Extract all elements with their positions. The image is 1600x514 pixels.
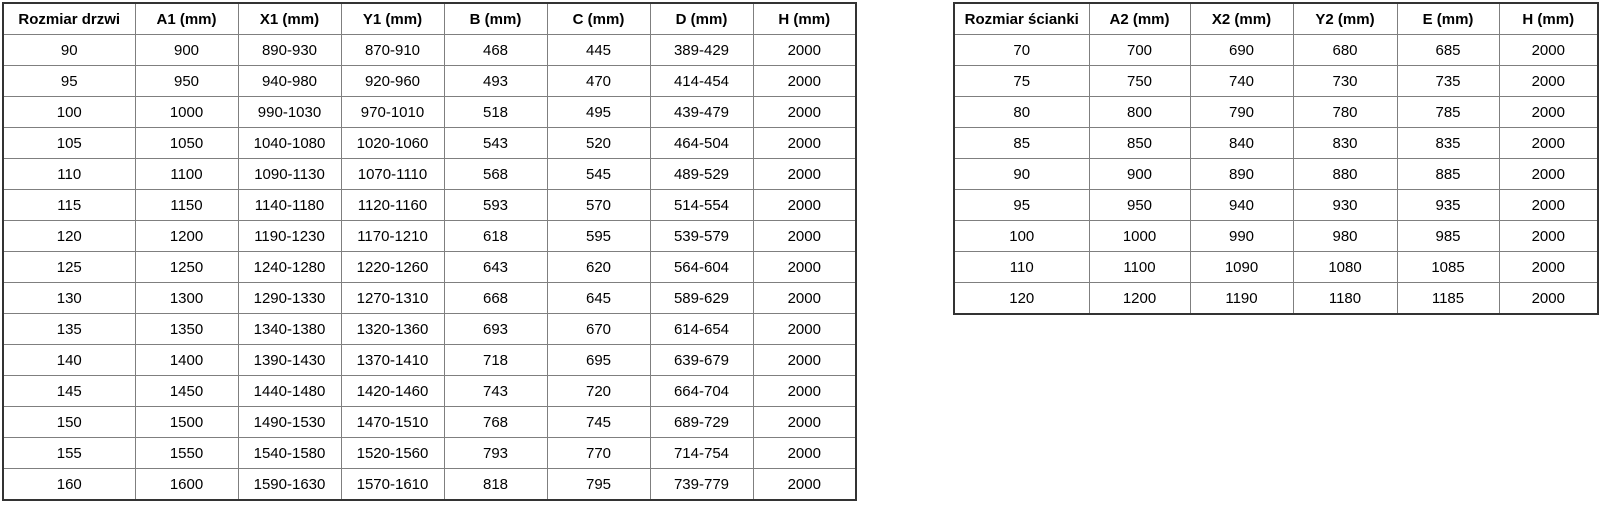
table-cell: 518 (444, 97, 547, 128)
table-cell: 70 (954, 35, 1089, 66)
table-row (954, 97, 1598, 128)
table-cell: 930 (1293, 190, 1397, 221)
table-cell: 693 (444, 314, 547, 345)
table-row (954, 221, 1598, 252)
table-cell: 2000 (1499, 252, 1598, 283)
table-cell: 1190 (1190, 283, 1293, 315)
column-header: A1 (mm) (135, 3, 238, 35)
table-row (3, 128, 856, 159)
column-header: Rozmiar ścianki (954, 3, 1089, 35)
table-cell: 695 (547, 345, 650, 376)
table-cell: 2000 (753, 159, 856, 190)
table-cell: 768 (444, 407, 547, 438)
table-row (954, 66, 1598, 97)
table-row (3, 221, 856, 252)
table-cell: 95 (954, 190, 1089, 221)
table-cell: 740 (1190, 66, 1293, 97)
table-cell: 739-779 (650, 469, 753, 501)
table-cell: 543 (444, 128, 547, 159)
header-row (954, 3, 1598, 35)
table-cell: 2000 (1499, 221, 1598, 252)
table-cell: 800 (1089, 97, 1190, 128)
table-cell: 990-1030 (238, 97, 341, 128)
table-cell: 1085 (1397, 252, 1499, 283)
table-cell: 870-910 (341, 35, 444, 66)
column-header: B (mm) (444, 3, 547, 35)
column-header: X1 (mm) (238, 3, 341, 35)
table-cell: 940 (1190, 190, 1293, 221)
table-cell: 1340-1380 (238, 314, 341, 345)
table-cell: 770 (547, 438, 650, 469)
table-cell: 150 (3, 407, 135, 438)
table-cell: 643 (444, 252, 547, 283)
table-cell: 1180 (1293, 283, 1397, 315)
table-row (954, 190, 1598, 221)
table-row (3, 314, 856, 345)
table-cell: 495 (547, 97, 650, 128)
table-cell: 700 (1089, 35, 1190, 66)
table-cell: 1470-1510 (341, 407, 444, 438)
table-cell: 1320-1360 (341, 314, 444, 345)
table-cell: 1440-1480 (238, 376, 341, 407)
table-cell: 160 (3, 469, 135, 501)
table-cell: 1185 (1397, 283, 1499, 315)
table-cell: 720 (547, 376, 650, 407)
table-cell: 1350 (135, 314, 238, 345)
table-row (954, 128, 1598, 159)
table-cell: 690 (1190, 35, 1293, 66)
table-cell: 795 (547, 469, 650, 501)
table-cell: 1300 (135, 283, 238, 314)
table-cell: 750 (1089, 66, 1190, 97)
table-cell: 1390-1430 (238, 345, 341, 376)
table-cell: 670 (547, 314, 650, 345)
table-cell: 155 (3, 438, 135, 469)
table-cell: 2000 (753, 66, 856, 97)
table-row (3, 283, 856, 314)
column-header: H (mm) (1499, 3, 1598, 35)
table-cell: 920-960 (341, 66, 444, 97)
table-cell: 2000 (753, 35, 856, 66)
table-cell: 1200 (1089, 283, 1190, 315)
table-cell: 1050 (135, 128, 238, 159)
table-cell: 1240-1280 (238, 252, 341, 283)
table-row (954, 35, 1598, 66)
table-cell: 1020-1060 (341, 128, 444, 159)
table-cell: 1450 (135, 376, 238, 407)
table-cell: 890 (1190, 159, 1293, 190)
table-cell: 445 (547, 35, 650, 66)
table-cell: 950 (135, 66, 238, 97)
table-cell: 589-629 (650, 283, 753, 314)
table-row (3, 35, 856, 66)
table-cell: 2000 (1499, 128, 1598, 159)
table-cell: 470 (547, 66, 650, 97)
table-cell: 1600 (135, 469, 238, 501)
table-cell: 1080 (1293, 252, 1397, 283)
table-cell: 835 (1397, 128, 1499, 159)
table-cell: 850 (1089, 128, 1190, 159)
table-cell: 735 (1397, 66, 1499, 97)
table-cell: 80 (954, 97, 1089, 128)
table-cell: 1500 (135, 407, 238, 438)
table-cell: 1490-1530 (238, 407, 341, 438)
column-header: X2 (mm) (1190, 3, 1293, 35)
table-cell: 389-429 (650, 35, 753, 66)
door-dimensions-table (2, 2, 857, 501)
table-cell: 970-1010 (341, 97, 444, 128)
column-header: Y2 (mm) (1293, 3, 1397, 35)
table-row (3, 159, 856, 190)
table-row (954, 283, 1598, 315)
table-cell: 668 (444, 283, 547, 314)
table-cell: 985 (1397, 221, 1499, 252)
table-cell: 135 (3, 314, 135, 345)
table-cell: 618 (444, 221, 547, 252)
table-cell: 818 (444, 469, 547, 501)
table-cell: 1550 (135, 438, 238, 469)
table-cell: 1370-1410 (341, 345, 444, 376)
table-cell: 120 (3, 221, 135, 252)
table-cell: 595 (547, 221, 650, 252)
table-cell: 645 (547, 283, 650, 314)
table-cell: 130 (3, 283, 135, 314)
table-cell: 2000 (1499, 190, 1598, 221)
table-cell: 950 (1089, 190, 1190, 221)
table-cell: 718 (444, 345, 547, 376)
column-header: E (mm) (1397, 3, 1499, 35)
table-row (3, 376, 856, 407)
table-cell: 1570-1610 (341, 469, 444, 501)
table-cell: 468 (444, 35, 547, 66)
table-cell: 2000 (1499, 283, 1598, 315)
table-row (3, 345, 856, 376)
table-cell: 1000 (135, 97, 238, 128)
table-cell: 95 (3, 66, 135, 97)
table-cell: 730 (1293, 66, 1397, 97)
table-cell: 570 (547, 190, 650, 221)
table-cell: 900 (1089, 159, 1190, 190)
table-cell: 664-704 (650, 376, 753, 407)
table-cell: 120 (954, 283, 1089, 315)
table-cell: 900 (135, 35, 238, 66)
table-cell: 2000 (753, 438, 856, 469)
table-row (954, 252, 1598, 283)
column-header: Rozmiar drzwi (3, 3, 135, 35)
table-cell: 830 (1293, 128, 1397, 159)
table-cell: 539-579 (650, 221, 753, 252)
column-header: A2 (mm) (1089, 3, 1190, 35)
table-cell: 125 (3, 252, 135, 283)
table-cell: 940-980 (238, 66, 341, 97)
table-cell: 568 (444, 159, 547, 190)
table-row (3, 190, 856, 221)
table-cell: 1070-1110 (341, 159, 444, 190)
table-cell: 935 (1397, 190, 1499, 221)
table-cell: 1590-1630 (238, 469, 341, 501)
table-cell: 100 (954, 221, 1089, 252)
table-cell: 2000 (1499, 66, 1598, 97)
table-row (3, 97, 856, 128)
table-cell: 1200 (135, 221, 238, 252)
table-cell: 689-729 (650, 407, 753, 438)
wall-dimensions-table (953, 2, 1599, 315)
table-cell: 1270-1310 (341, 283, 444, 314)
table-cell: 1120-1160 (341, 190, 444, 221)
table-cell: 714-754 (650, 438, 753, 469)
table-cell: 880 (1293, 159, 1397, 190)
table-cell: 1000 (1089, 221, 1190, 252)
table-cell: 790 (1190, 97, 1293, 128)
table-cell: 2000 (753, 190, 856, 221)
table-cell: 1220-1260 (341, 252, 444, 283)
table-cell: 1170-1210 (341, 221, 444, 252)
column-header: C (mm) (547, 3, 650, 35)
table-cell: 1090 (1190, 252, 1293, 283)
table-cell: 593 (444, 190, 547, 221)
table-cell: 1150 (135, 190, 238, 221)
table-cell: 2000 (753, 407, 856, 438)
table-cell: 885 (1397, 159, 1499, 190)
table-cell: 2000 (753, 221, 856, 252)
table-row (3, 407, 856, 438)
header-row (3, 3, 856, 35)
column-header: D (mm) (650, 3, 753, 35)
table-cell: 545 (547, 159, 650, 190)
table-cell: 2000 (753, 252, 856, 283)
table-cell: 110 (954, 252, 1089, 283)
table-row (3, 252, 856, 283)
table-cell: 1400 (135, 345, 238, 376)
table-cell: 780 (1293, 97, 1397, 128)
table-cell: 1420-1460 (341, 376, 444, 407)
table-cell: 1290-1330 (238, 283, 341, 314)
table-cell: 745 (547, 407, 650, 438)
table-cell: 75 (954, 66, 1089, 97)
table-cell: 2000 (1499, 159, 1598, 190)
table-cell: 614-654 (650, 314, 753, 345)
table-cell: 840 (1190, 128, 1293, 159)
table-cell: 639-679 (650, 345, 753, 376)
table-cell: 1100 (1089, 252, 1190, 283)
table-cell: 90 (954, 159, 1089, 190)
table-cell: 414-454 (650, 66, 753, 97)
table-cell: 1090-1130 (238, 159, 341, 190)
table-cell: 743 (444, 376, 547, 407)
table-cell: 980 (1293, 221, 1397, 252)
table-cell: 2000 (753, 345, 856, 376)
table-cell: 100 (3, 97, 135, 128)
table-cell: 2000 (753, 376, 856, 407)
table-cell: 2000 (1499, 35, 1598, 66)
table-cell: 2000 (753, 283, 856, 314)
table-cell: 1100 (135, 159, 238, 190)
table-cell: 890-930 (238, 35, 341, 66)
table-cell: 140 (3, 345, 135, 376)
table-cell: 680 (1293, 35, 1397, 66)
table-cell: 2000 (753, 469, 856, 501)
table-cell: 1250 (135, 252, 238, 283)
table-cell: 564-604 (650, 252, 753, 283)
table-cell: 1540-1580 (238, 438, 341, 469)
table-cell: 793 (444, 438, 547, 469)
table-cell: 110 (3, 159, 135, 190)
table-row (3, 469, 856, 501)
table-cell: 2000 (753, 97, 856, 128)
table-row (954, 159, 1598, 190)
table-cell: 2000 (1499, 97, 1598, 128)
table-cell: 489-529 (650, 159, 753, 190)
table-cell: 2000 (753, 314, 856, 345)
table-cell: 520 (547, 128, 650, 159)
table-cell: 2000 (753, 128, 856, 159)
table-cell: 90 (3, 35, 135, 66)
table-cell: 85 (954, 128, 1089, 159)
table-row (3, 66, 856, 97)
table-cell: 990 (1190, 221, 1293, 252)
table-cell: 1190-1230 (238, 221, 341, 252)
table-cell: 785 (1397, 97, 1499, 128)
table-cell: 439-479 (650, 97, 753, 128)
table-cell: 105 (3, 128, 135, 159)
table-cell: 145 (3, 376, 135, 407)
table-cell: 1140-1180 (238, 190, 341, 221)
table-cell: 1040-1080 (238, 128, 341, 159)
column-header: H (mm) (753, 3, 856, 35)
table-cell: 464-504 (650, 128, 753, 159)
table-row (3, 438, 856, 469)
table-cell: 1520-1560 (341, 438, 444, 469)
table-cell: 115 (3, 190, 135, 221)
table-cell: 620 (547, 252, 650, 283)
table-cell: 514-554 (650, 190, 753, 221)
table-cell: 685 (1397, 35, 1499, 66)
column-header: Y1 (mm) (341, 3, 444, 35)
table-cell: 493 (444, 66, 547, 97)
